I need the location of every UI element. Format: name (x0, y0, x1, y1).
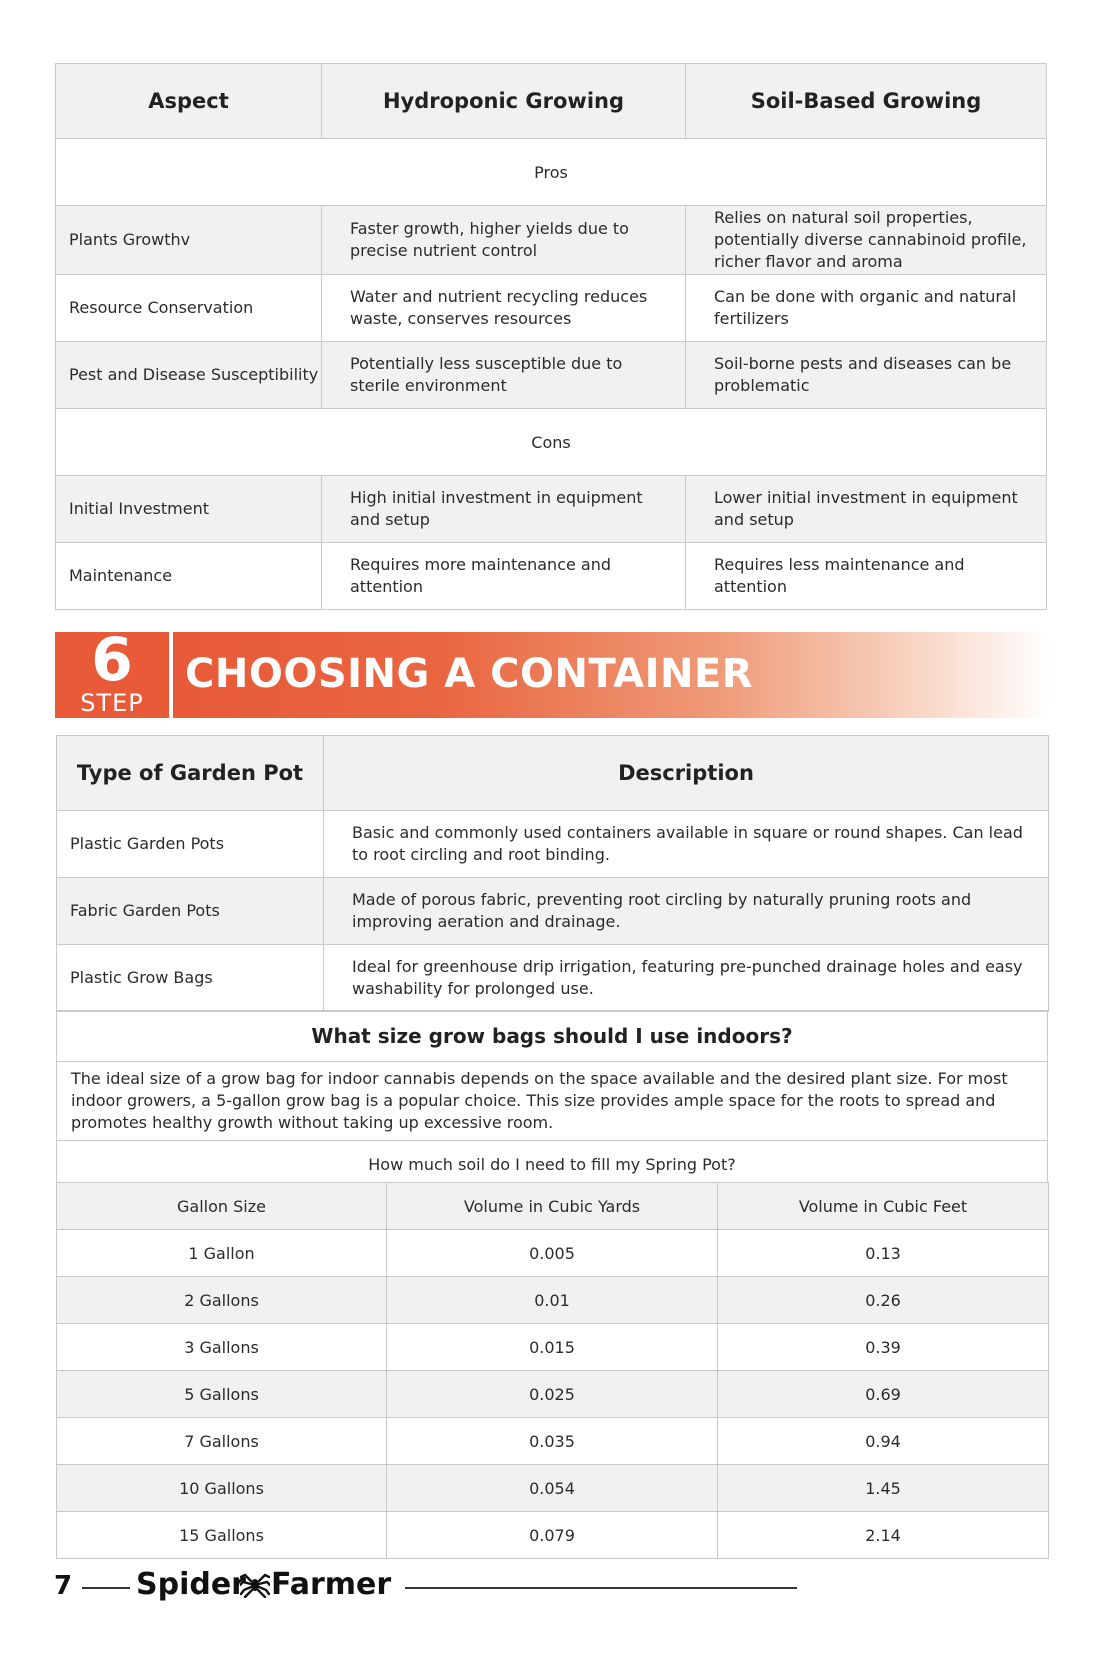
header-pot-type: Type of Garden Pot (57, 736, 324, 811)
cubic-feet-cell: 0.13 (718, 1230, 1049, 1277)
garden-pot-table (56, 735, 1049, 1012)
header-hydroponic: Hydroponic Growing (322, 64, 686, 139)
pot-description-cell: Ideal for greenhouse drip irrigation, featuring pre-punched drainage holes and easy washability for prolonged use. (324, 945, 1049, 1012)
gallon-cell: 3 Gallons (57, 1324, 387, 1371)
grow-bag-paragraph-row (57, 1062, 1048, 1141)
table-row (57, 1277, 1049, 1324)
cons-label: Cons (56, 409, 1047, 476)
soil-header-row (57, 1183, 1049, 1230)
hydro-cell: Requires more maintenance and attention (322, 543, 686, 610)
table-row (57, 811, 1049, 878)
hydro-cell: High initial investment in equipment and setup (322, 476, 686, 543)
table-row (56, 342, 1047, 409)
pros-section-row (56, 139, 1047, 206)
footer-divider (405, 1587, 797, 1589)
gallon-cell: 1 Gallon (57, 1230, 387, 1277)
aspect-cell: Initial Investment (56, 476, 322, 543)
table-row (57, 1371, 1049, 1418)
cubic-yards-cell: 0.079 (387, 1512, 718, 1559)
cubic-feet-cell: 0.69 (718, 1371, 1049, 1418)
soil-cell: Can be done with organic and natural fertilizers (686, 275, 1047, 342)
aspect-cell: Pest and Disease Susceptibility (56, 342, 322, 409)
pot-header-row (57, 736, 1049, 811)
hydro-cell: Water and nutrient recycling reduces waste, conserves resources (322, 275, 686, 342)
brand-name-right: Farmer (271, 1567, 392, 1602)
pros-label: Pros (56, 139, 1047, 206)
pot-type-cell: Fabric Garden Pots (57, 878, 324, 945)
table-row (56, 543, 1047, 610)
table-row (57, 1465, 1049, 1512)
step-label: STEP (80, 689, 144, 717)
cubic-feet-cell: 1.45 (718, 1465, 1049, 1512)
table-row (56, 275, 1047, 342)
grow-bag-question: What size grow bags should I use indoors? (57, 1011, 1048, 1062)
table-row (56, 476, 1047, 543)
header-cubic-feet: Volume in Cubic Feet (718, 1183, 1049, 1230)
soil-cell: Requires less maintenance and attention (686, 543, 1047, 610)
page-number: 7 (54, 1571, 73, 1601)
table-row (57, 878, 1049, 945)
pot-description-cell: Basic and commonly used containers available in square or round shapes. Can lead to root circling and root binding. (324, 811, 1049, 878)
brand-name-left: Spider (136, 1567, 246, 1602)
step-badge (55, 625, 169, 718)
grow-bag-paragraph: The ideal size of a grow bag for indoor cannabis depends on the space available and the desired plant size. For most indoor growers, a 5-gallon grow bag is a popular choice. This size provides ample space for the roots to spread and promotes healthy growth without taking up excessive room. (57, 1062, 1048, 1141)
cubic-yards-cell: 0.035 (387, 1418, 718, 1465)
aspect-cell: Resource Conservation (56, 275, 322, 342)
cubic-feet-cell: 0.26 (718, 1277, 1049, 1324)
comparison-table (55, 63, 1047, 610)
grow-bag-info (56, 1010, 1048, 1188)
hydro-cell: Faster growth, higher yields due to precise nutrient control (322, 206, 686, 275)
soil-cell: Relies on natural soil properties, potentially diverse cannabinoid profile, richer flavor and aroma (686, 206, 1047, 275)
header-description: Description (324, 736, 1049, 811)
header-aspect: Aspect (56, 64, 322, 139)
soil-cell: Lower initial investment in equipment and setup (686, 476, 1047, 543)
soil-cell: Soil-borne pests and diseases can be problematic (686, 342, 1047, 409)
gallon-cell: 10 Gallons (57, 1465, 387, 1512)
header-gallon-size: Gallon Size (57, 1183, 387, 1230)
gallon-cell: 5 Gallons (57, 1371, 387, 1418)
hydro-cell: Potentially less susceptible due to sterile environment (322, 342, 686, 409)
cubic-yards-cell: 0.025 (387, 1371, 718, 1418)
cubic-yards-cell: 0.005 (387, 1230, 718, 1277)
soil-volume-table (56, 1182, 1049, 1559)
header-cubic-yards: Volume in Cubic Yards (387, 1183, 718, 1230)
table-row (57, 1230, 1049, 1277)
comparison-header-row (56, 64, 1047, 139)
cubic-feet-cell: 0.39 (718, 1324, 1049, 1371)
header-soil: Soil-Based Growing (686, 64, 1047, 139)
table-row (56, 206, 1047, 275)
cubic-yards-cell: 0.01 (387, 1277, 718, 1324)
gallon-cell: 2 Gallons (57, 1277, 387, 1324)
cubic-feet-cell: 0.94 (718, 1418, 1049, 1465)
footer-divider (82, 1587, 130, 1589)
spider-icon (240, 1572, 270, 1602)
step-number: 6 (91, 625, 133, 695)
table-row (57, 945, 1049, 1012)
cubic-yards-cell: 0.015 (387, 1324, 718, 1371)
gallon-cell: 15 Gallons (57, 1512, 387, 1559)
table-row (57, 1512, 1049, 1559)
grow-bag-question-row (57, 1011, 1048, 1062)
pot-type-cell: Plastic Grow Bags (57, 945, 324, 1012)
soil-question-row (57, 1141, 1048, 1188)
gallon-cell: 7 Gallons (57, 1418, 387, 1465)
table-row (57, 1324, 1049, 1371)
section-banner (173, 632, 1050, 718)
pot-description-cell: Made of porous fabric, preventing root circling by naturally pruning roots and improving aeration and drainage. (324, 878, 1049, 945)
cubic-yards-cell: 0.054 (387, 1465, 718, 1512)
cubic-feet-cell: 2.14 (718, 1512, 1049, 1559)
table-row (57, 1418, 1049, 1465)
aspect-cell: Maintenance (56, 543, 322, 610)
cons-section-row (56, 409, 1047, 476)
pot-type-cell: Plastic Garden Pots (57, 811, 324, 878)
section-title: CHOOSING A CONTAINER (185, 651, 754, 697)
soil-question: How much soil do I need to fill my Spring Pot? (57, 1141, 1048, 1188)
aspect-cell: Plants Growthv (56, 206, 322, 275)
